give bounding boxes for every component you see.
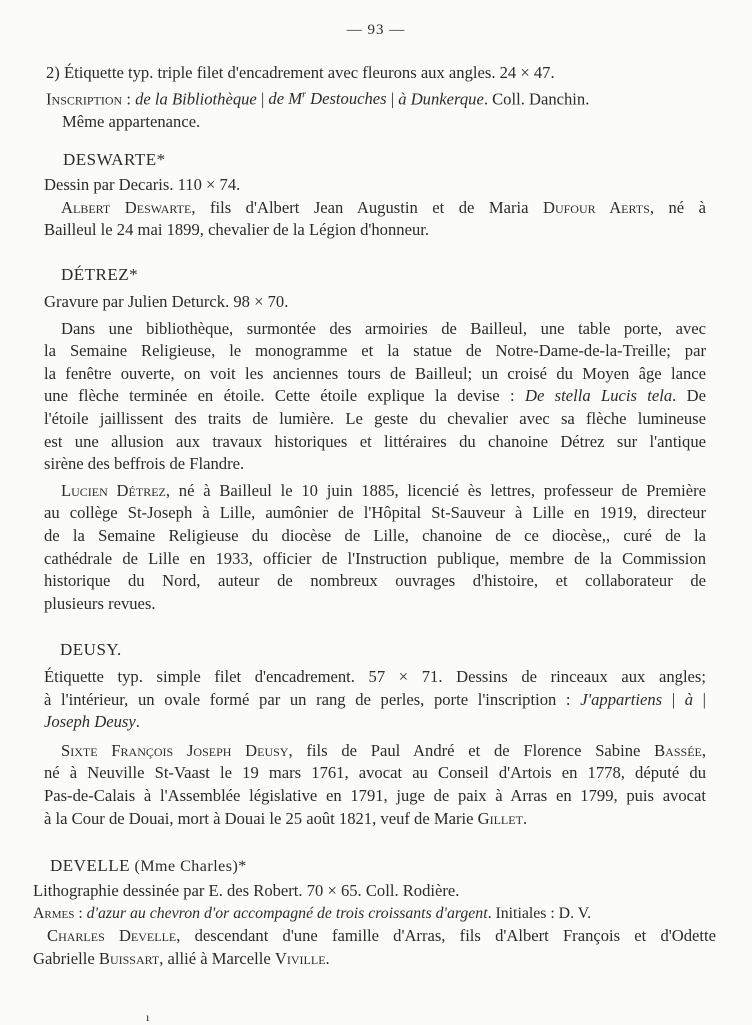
inscription-text: J'appartiens bbox=[580, 689, 663, 709]
person-name: Dufour Aerts bbox=[542, 197, 650, 217]
stray-mark: ı bbox=[146, 1010, 150, 1024]
person-name: Albert Deswarte bbox=[61, 197, 192, 217]
entry-continuation bbox=[46, 62, 706, 133]
separator: | bbox=[256, 89, 269, 109]
bio-line: Bailleul le 24 mai 1899, chevalier de la Légion d'honneur. bbox=[44, 220, 429, 240]
inscription-label: Inscription bbox=[46, 89, 123, 109]
text-line bbox=[46, 85, 706, 111]
engraving-info: Gravure par Julien Deturck. 98 × 70. bbox=[44, 292, 289, 311]
same-owner-note: Même appartenance. bbox=[62, 111, 201, 131]
entry-body-deswarte bbox=[44, 174, 706, 242]
entry-heading-deusy: DEUSY. bbox=[60, 640, 122, 659]
person-name: Viville bbox=[274, 948, 326, 968]
label-description: Étiquette typ. simple filet d'encadrement. 57 × 71. Dessins de rinceaux aux angles; bbox=[44, 667, 706, 686]
text-line bbox=[46, 111, 706, 134]
inscription-text: à Dunkerque bbox=[398, 89, 484, 109]
separator: : bbox=[122, 89, 136, 109]
separator: | bbox=[386, 89, 399, 109]
entry-heading-deswarte: DESWARTE* bbox=[63, 150, 166, 169]
entry-heading-detrez: DÉTREZ* bbox=[61, 265, 139, 284]
person-name: Lucien Détrez bbox=[61, 480, 166, 500]
collection-note: . Coll. Danchin. bbox=[483, 89, 590, 109]
biography-paragraph: Sixte François Joseph Deusy, fils de Paul André et de Florence Sabine Bassée, né à Neuville St-Vaast le 19 mars 1761, avocat au Conseil d'Artois en 1778, député du Pas-de-Calais à l'Assemblée législative en 1791, juge de paix à Arras en 1799, puis avocat à la Cour de Douai, mort à Douai le 25 août 1821, veuf de Marie Gillet. bbox=[44, 740, 707, 828]
inscription-text: de $M^r$ Destouches bbox=[268, 89, 387, 109]
person-name: Charles Develle bbox=[47, 926, 177, 946]
arms-blazon: d'azur au chevron d'or accompagné de trois croissants d'argent bbox=[86, 904, 488, 922]
biography-paragraph: Lucien Détrez, né à Bailleul le 10 juin 1885, licencié ès lettres, professeur de Première au collège St-Joseph à Lille, aumônier de l'Hôpital St-Sauveur à Lille en 1919, directeur de la Semaine Religieuse du diocèse de Lille, chanoine de ce diocèse,, curé de la cathédrale de Lille en 1933, officier de l'Instruction publique, membre de la Commission historique du Nord, auteur de nombreux ouvrages d'histoire, et collaborateur de plusieurs revues. bbox=[44, 480, 706, 613]
inscription-text: Joseph Deusy bbox=[44, 712, 136, 732]
motto: De stella Lucis tela bbox=[524, 386, 673, 406]
arms-label: Armes bbox=[33, 904, 75, 922]
bio-line: Albert Deswarte, fils d'Albert Jean Augustin et de Maria Dufour Aerts, né à bbox=[61, 197, 706, 217]
page-number: — 93 — bbox=[346, 22, 406, 38]
entry-body-deusy: Étiquette typ. simple filet d'encadrement. 57 × 71. Dessins de rinceaux aux angles; à l'intérieur, un ovale formé par un rang de perles, porte l'inscription : J'appartiens | à | Joseph Deusy. Sixte François Joseph Deusy, fils de Paul André et de Florence Sabine Bassée, né à Neuville St-Vaast le 19 mars 1761, avocat au Conseil d'Artois en 1778, député du Pas-de-Calais à l'Assemblée législative en 1791, juge de paix à Arras en 1799, puis avocat à la Cour de Douai, mort à Douai le 25 août 1821, veuf de Marie Gillet. bbox=[44, 666, 706, 830]
person-name: Gillet bbox=[477, 808, 523, 828]
text-line bbox=[46, 62, 706, 85]
lithograph-info: Lithographie dessinée par E. des Robert. 70 × 65. Coll. Rodière. bbox=[33, 881, 460, 900]
label-description: 2) Étiquette typ. triple filet d'encadrement avec fleurons aux angles. 24 × 47. bbox=[46, 63, 555, 82]
person-name: Buissart bbox=[98, 948, 160, 968]
person-name: Bassée bbox=[654, 740, 702, 760]
entry-body-detrez bbox=[44, 291, 706, 615]
entry-heading-develle: DEVELLE (Mme Charles)* bbox=[50, 856, 247, 875]
inscription-text: de la Bibliothèque bbox=[135, 89, 257, 109]
entry-body-develle: Lithographie dessinée par E. des Robert. 70 × 65. Coll. Rodière. Armes : d'azur au chevron d'or accompagné de trois croissants d'argent. Initiales : D. V. Charles Develle, descendant d'une famille d'Arras, fils d'Albert François et d'Odette Gabrielle Buissart, allié à Marcelle Viville. bbox=[33, 881, 716, 968]
description-paragraph: Dans une bibliothèque, surmontée des armoiries de Bailleul, une table porte, avec la Semaine Religieuse, le monogramme et la statue de Notre-Dame-de-la-Treille; par la fenêtre ouverte, on voit les anciennes tours de Bailleul; un croisé du Moyen âge lance une flèche terminée en étoile. Cette étoile explique la devise : De stella Lucis tela. De l'étoile jaillissent des traits de lumière. Le geste du chevalier avec sa flèche lumineuse est une allusion aux travaux historiques et littéraires du chanoine Détrez sur l'antique sirène des beffrois de Flandre. bbox=[44, 318, 706, 474]
person-name: Sixte François Joseph Deusy bbox=[61, 740, 289, 760]
engraving-info: Dessin par Decaris. 110 × 74. bbox=[44, 175, 241, 194]
